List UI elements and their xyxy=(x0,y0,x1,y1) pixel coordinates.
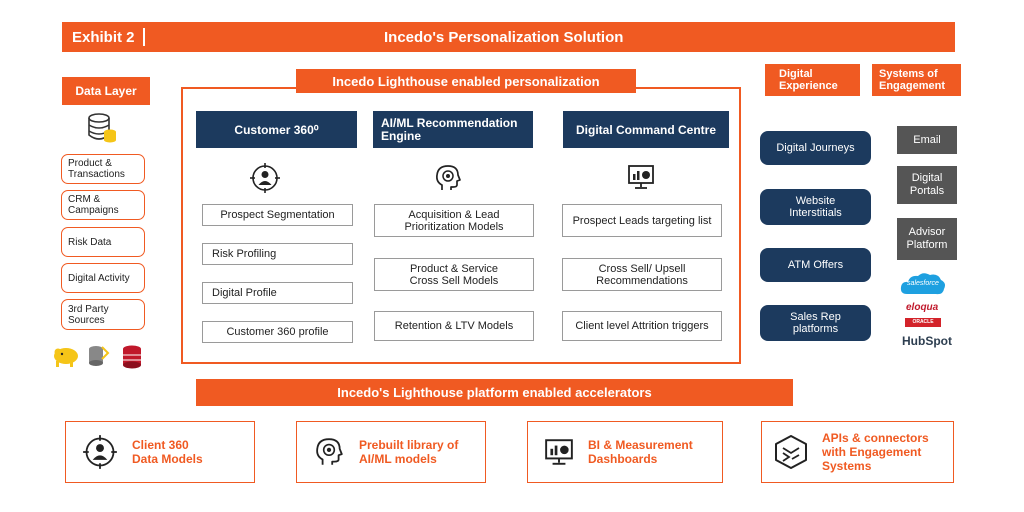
accelerator-label: APIs & connectors with Engagement Systems xyxy=(822,431,929,473)
accelerator-client-360 xyxy=(65,421,255,483)
api-cube-icon xyxy=(772,433,810,471)
digital-experience-title: Digital Experience xyxy=(765,64,860,96)
systems-engagement-item-email: Email xyxy=(897,126,957,154)
digital-experience-item-sales-rep: Sales Rep platforms xyxy=(760,305,871,341)
ai-brain-icon xyxy=(433,163,463,193)
systems-engagement-item-advisor-platform: Advisor Platform xyxy=(897,218,957,260)
lighthouse-title: Incedo Lighthouse enabled personalization xyxy=(296,69,636,93)
exhibit-label: Exhibit 2 xyxy=(72,28,135,46)
data-layer-title: Data Layer xyxy=(62,77,150,105)
customer-360-item-profile: Customer 360 profile xyxy=(202,321,353,343)
oracle-logo: ORACLE xyxy=(905,318,941,327)
column-header-ai-ml-engine: AI/ML Recommendation Engine xyxy=(373,111,533,148)
data-layer-item-digital-activity: Digital Activity xyxy=(61,263,145,293)
data-source-logos xyxy=(52,343,152,369)
page-title: Incedo's Personalization Solution xyxy=(384,28,624,46)
customer-360-item-digital-profile: Digital Profile xyxy=(202,282,353,304)
database-icon xyxy=(86,113,120,143)
command-centre-item-prospect-leads: Prospect Leads targeting list xyxy=(562,204,722,237)
oracle-db-icon xyxy=(123,346,141,369)
ai-brain-icon xyxy=(313,436,345,468)
accelerator-label: BI & Measurement Dashboards xyxy=(588,438,693,466)
exhibit-divider xyxy=(143,28,145,46)
hubspot-logo: HubSpot xyxy=(902,334,952,348)
dashboard-monitor-icon xyxy=(544,437,574,467)
systems-engagement-item-digital-portals: Digital Portals xyxy=(897,166,957,204)
column-header-customer-360: Customer 360⁰ xyxy=(196,111,357,148)
data-layer-item-product-transactions: Product & Transactions xyxy=(61,154,145,184)
hadoop-icon xyxy=(54,348,78,367)
accelerator-label: Prebuilt library of AI/ML models xyxy=(359,438,459,466)
dashboard-monitor-icon xyxy=(627,163,655,191)
ai-ml-item-retention: Retention & LTV Models xyxy=(374,311,534,341)
data-layer-item-third-party: 3rd Party Sources xyxy=(61,299,145,330)
customer-360-icon xyxy=(249,162,281,194)
ai-ml-item-cross-sell: Product & Service Cross Sell Models xyxy=(374,258,534,291)
digital-experience-item-journeys: Digital Journeys xyxy=(760,131,871,165)
accelerator-label: Client 360 Data Models xyxy=(132,438,203,466)
customer-360-item-risk-profiling: Risk Profiling xyxy=(202,243,353,265)
command-centre-item-attrition: Client level Attrition triggers xyxy=(562,311,722,341)
systems-engagement-title: Systems of Engagement xyxy=(872,64,961,96)
ai-ml-item-acquisition: Acquisition & Lead Prioritization Models xyxy=(374,204,534,237)
accelerator-apis-connectors xyxy=(761,421,954,483)
digital-experience-item-atm-offers: ATM Offers xyxy=(760,248,871,282)
accelerator-bi-dashboards xyxy=(527,421,723,483)
command-centre-item-cross-sell: Cross Sell/ Upsell Recommendations xyxy=(562,258,722,291)
database-stack-icon xyxy=(89,346,108,366)
accelerator-ai-ml-library xyxy=(296,421,486,483)
eloqua-logo: eloqua xyxy=(906,302,939,313)
salesforce-logo: salesforce xyxy=(899,270,947,298)
data-layer-item-crm-campaigns: CRM & Campaigns xyxy=(61,190,145,220)
data-layer-item-risk-data: Risk Data xyxy=(61,227,145,257)
customer-360-icon xyxy=(82,434,118,470)
accelerators-title: Incedo's Lighthouse platform enabled accelerators xyxy=(196,379,793,406)
customer-360-item-prospect-segmentation: Prospect Segmentation xyxy=(202,204,353,226)
header-bar xyxy=(62,22,955,52)
column-header-digital-command-centre: Digital Command Centre xyxy=(563,111,729,148)
digital-experience-item-interstitials: Website Interstitials xyxy=(760,189,871,225)
